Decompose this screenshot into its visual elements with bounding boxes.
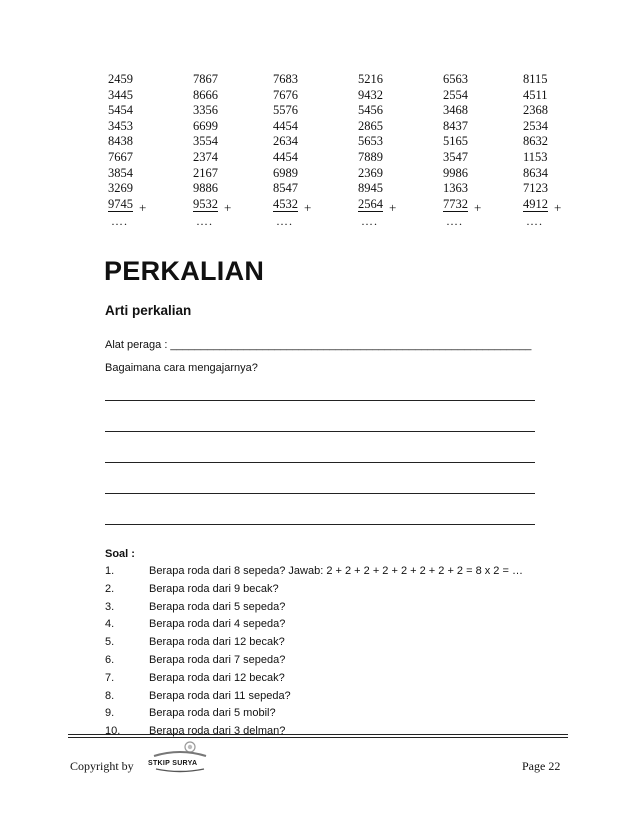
addend-number: 2368 [523,103,548,118]
plus-sign: + [304,200,312,215]
addend-number: 8115 [523,72,548,86]
soal-text: Berapa roda dari 12 becak? [149,671,285,684]
soal-number: 2. [105,582,115,595]
last-addend-underlined: 7732 [443,196,468,211]
addition-column [193,72,253,230]
soal-text: Berapa roda dari 9 becak? [149,582,279,595]
soal-item [105,583,545,599]
addend-number: 3453 [108,118,133,133]
plus-sign: + [554,200,562,215]
answer-line [105,400,535,401]
answer-line [105,493,535,494]
alat-peraga-line: Alat peraga : ___________________________________________________________ [105,339,532,351]
stkip-surya-logo-icon [150,740,210,774]
soal-number: 6. [105,654,115,666]
addend-number: 8632 [523,134,548,149]
answer-line [105,431,535,432]
answer-dots: …. [196,214,213,229]
addend-number: 2554 [443,87,468,102]
addend-number: 5456 [358,103,383,118]
addend-number: 7676 [273,87,298,102]
footer-divider [68,737,568,738]
addend-number: 3269 [108,181,133,196]
addend-number: 4454 [273,149,298,164]
addend-number: 6699 [193,118,218,133]
soal-item [105,565,545,581]
answer-dots: …. [361,214,378,229]
soal-text: Berapa roda dari 12 becak? [149,636,285,649]
answer-line [105,524,535,525]
plus-sign: + [389,200,397,215]
last-addend-underlined: 9745 [108,196,133,211]
addend-number: 1153 [523,149,548,164]
addend-number: 7867 [193,72,218,86]
soal-text: Berapa roda dari 3 delman? [149,725,286,738]
addend-number: 4511 [523,87,548,102]
page-title: PERKALIAN [104,256,265,286]
footer-copyright: Copyright by [70,759,134,773]
addend-number: 5576 [273,103,298,118]
addend-number: 8437 [443,118,468,133]
addend-number: 3445 [108,87,133,102]
addend-number: 8666 [193,87,218,102]
answer-dots: …. [526,214,543,229]
soal-number: 4. [105,618,115,631]
addend-number: 7683 [273,72,298,86]
addend-number: 1363 [443,181,468,196]
plus-sign: + [224,200,232,215]
addend-number: 3547 [443,149,468,164]
soal-number: 1. [105,565,115,577]
addition-column [443,72,503,230]
addend-number: 5216 [358,72,383,86]
addend-number: 3468 [443,103,468,118]
footer-divider [68,734,568,735]
addend-number: 2167 [193,165,218,180]
soal-item [105,707,545,723]
soal-number: 9. [105,707,115,720]
addend-number: 5653 [358,134,383,149]
soal-text: Berapa roda dari 5 sepeda? [149,600,286,613]
answer-dots: …. [446,214,463,229]
soal-number: 7. [105,671,115,684]
addend-number: 2459 [108,72,133,86]
soal-item [105,690,545,706]
addend-number: 4454 [273,118,298,133]
answer-dots: …. [276,214,293,229]
addition-column [523,72,583,230]
answer-line [105,462,535,463]
page-number: Page 22 [522,759,561,773]
addend-number: 3554 [193,134,218,149]
addition-column [358,72,418,230]
soal-item [105,601,545,617]
addend-number: 5454 [108,103,133,118]
addend-number: 8438 [108,134,133,149]
last-addend-underlined: 9532 [193,196,218,211]
addend-number: 2634 [273,134,298,149]
plus-sign: + [139,200,147,215]
addend-number: 2534 [523,118,548,133]
addition-column [273,72,333,230]
addend-number: 2374 [193,149,218,164]
soal-number: 5. [105,636,115,649]
addend-number: 6563 [443,72,468,86]
addend-number: 9986 [443,165,468,180]
addend-number: 5165 [443,134,468,149]
soal-number: 3. [105,600,115,613]
last-addend-underlined: 4912 [523,196,548,211]
soal-item [105,618,545,634]
addend-number: 9432 [358,87,383,102]
addend-number: 7889 [358,149,383,164]
logo-text: STKIP SURYA [148,760,198,767]
section-subtitle: Arti perkalian [105,303,192,318]
addend-number: 8547 [273,181,298,196]
last-addend-underlined: 4532 [273,196,298,211]
addend-number: 2369 [358,165,383,180]
soal-label: Soal : [105,548,135,560]
soal-item [105,654,545,670]
addend-number: 6989 [273,165,298,180]
addend-number: 9886 [193,181,218,196]
addend-number: 8634 [523,165,548,180]
soal-item [105,636,545,652]
soal-text: Berapa roda dari 7 sepeda? [149,654,286,666]
soal-text: Berapa roda dari 4 sepeda? [149,618,286,631]
teaching-question: Bagaimana cara mengajarnya? [105,362,258,374]
plus-sign: + [474,200,482,215]
soal-text: Berapa roda dari 11 sepeda? [149,689,291,702]
addend-number: 8945 [358,181,383,196]
addend-number: 3356 [193,103,218,118]
addend-number: 7123 [523,181,548,196]
soal-number: 10. [105,725,121,738]
soal-text: Berapa roda dari 5 mobil? [149,707,276,720]
addition-column [108,72,168,230]
soal-text: Berapa roda dari 8 sepeda? Jawab: 2 + 2 + 2 + 2 + 2 + 2 + 2 + 2 = 8 x 2 = … [149,565,523,577]
addend-number: 3854 [108,165,133,180]
answer-dots: …. [111,214,128,229]
soal-number: 8. [105,689,115,702]
addend-number: 7667 [108,149,133,164]
soal-item [105,672,545,688]
addend-number: 2865 [358,118,383,133]
last-addend-underlined: 2564 [358,196,383,211]
